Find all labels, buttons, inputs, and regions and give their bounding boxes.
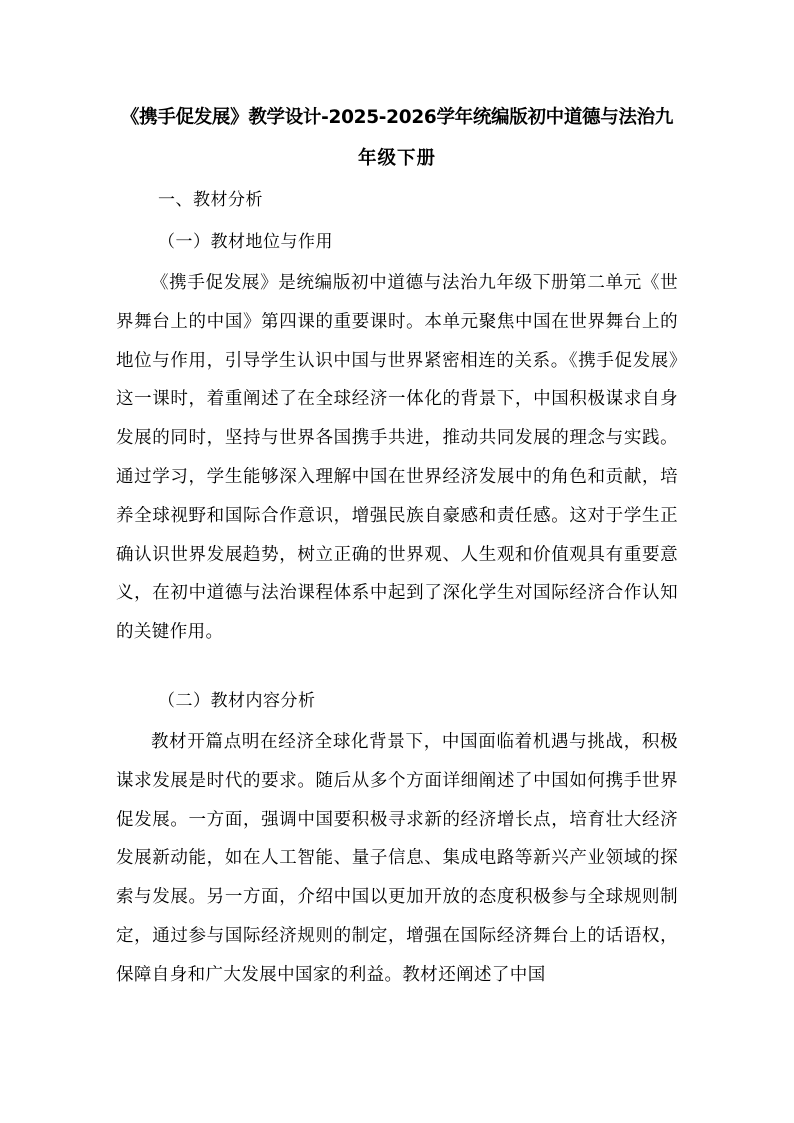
paragraph-status-and-role: 《携手促发展》是统编版初中道德与法治九年级下册第二单元《世界舞台上的中国》第四课的重要课时。本单元聚焦中国在世界舞台上的地位与作用，引导学生认识中国与世界紧密相连的关系。《携手促发展》这一课时，着重阐述了在全球经济一体化的背景下，中国积极谋求自身发展的同时，坚持与世界各国携手共进，推动共同发展的理念与实践。通过学习，学生能够深入理解中国在世界经济发展中的角色和贡献，培养全球视野和国际合作意识，增强民族自豪感和责任感。这对于学生正确认识世界发展趋势，树立正确的世界观、人生观和价值观具有重要意义，在初中道德与法治课程体系中起到了深化学生对国际经济合作认知的关键作用。	[116, 273, 678, 643]
document-title-line-2: 年级下册	[357, 148, 436, 169]
subsection-heading-status-and-role: （一）教材地位与作用	[158, 232, 333, 252]
section-heading-textbook-analysis: 一、教材分析	[158, 190, 263, 210]
document-title-line-1: 《携手促发展》教学设计-2025-2026学年统编版初中道德与法治九	[120, 107, 674, 128]
paragraph-content-analysis: 教材开篇点明在经济全球化背景下，中国面临着机遇与挑战，积极谋求发展是时代的要求。随后从多个方面详细阐述了中国如何携手世界促发展。一方面，强调中国要积极寻求新的经济增长点，培育壮大经济发展新动能，如在人工智能、量子信息、集成电路等新兴产业领域的探索与发展。另一方面，介绍中国以更加开放的态度积极参与全球规则制定，通过参与国际经济规则的制定，增强在国际经济舞台上的话语权，保障自身和广大发展中国家的利益。教材还阐述了中国	[116, 732, 678, 985]
subsection-heading-content-analysis: （二）教材内容分析	[158, 691, 316, 711]
